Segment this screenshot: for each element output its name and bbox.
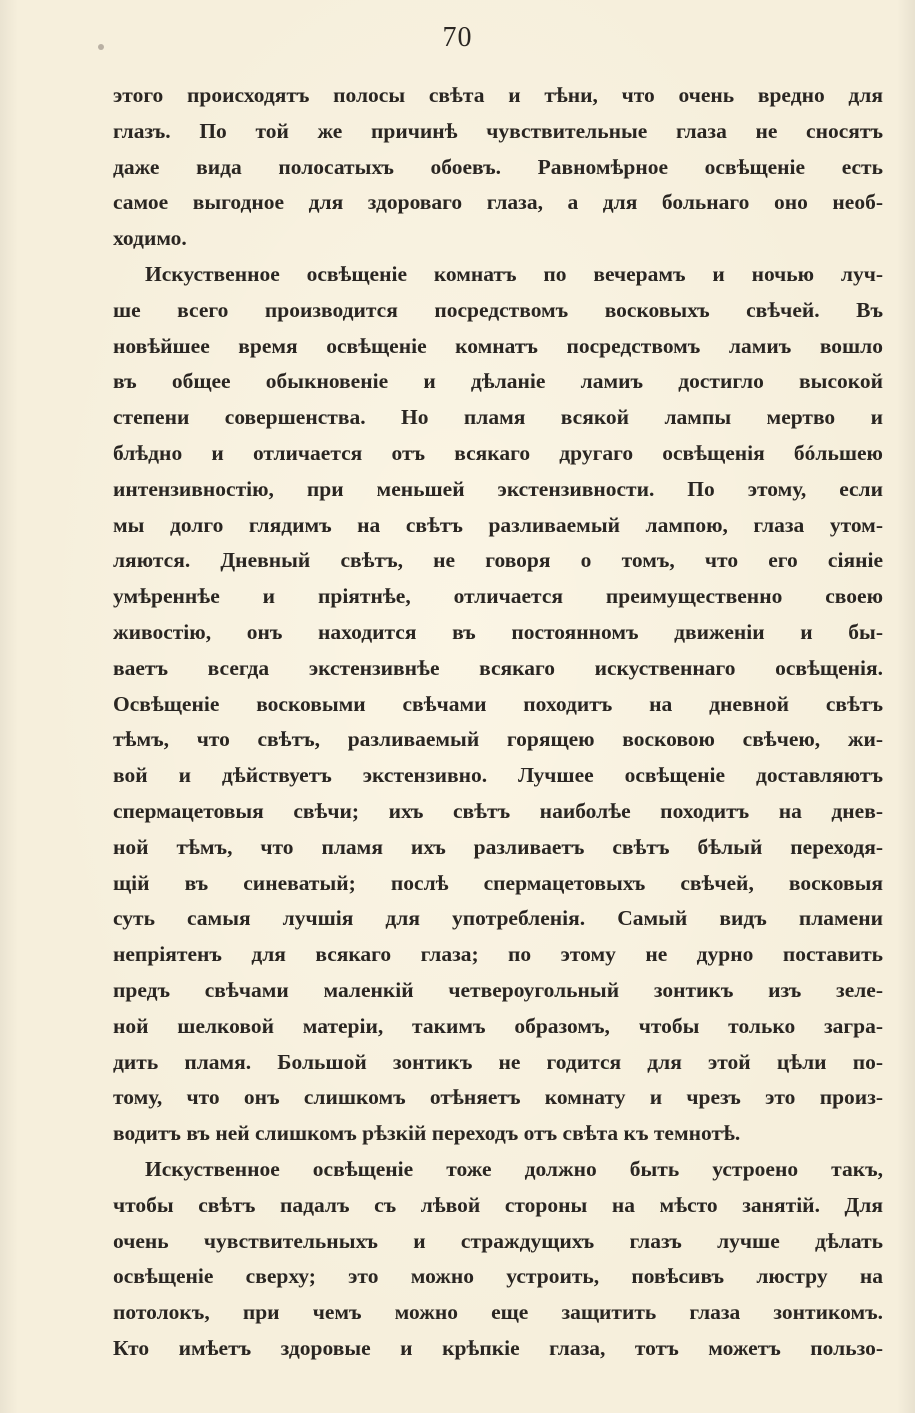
body-text [113, 78, 883, 1367]
page-number: 70 [442, 22, 473, 53]
text-line: вой и дѣйствуетъ экстензивно. Лучшее освѣщеніе доставляютъ [113, 763, 883, 788]
text-line: мы долго глядимъ на свѣтъ разливаемый лампою, глаза утом- [113, 512, 883, 537]
text-line: Искуственное освѣщеніе комнатъ по вечерамъ и ночью луч- [145, 261, 883, 286]
text-line: потолокъ, при чемъ можно еще защитить глаза зонтикомъ. [113, 1300, 883, 1325]
text-line: тѣмъ, что свѣтъ, разливаемый горящею восковою свѣчею, жи- [113, 727, 883, 752]
text-line: очень чувствительныхъ и страждущихъ глазъ лучше дѣлать [113, 1228, 883, 1253]
text-line: живостію, онъ находится въ постоянномъ движеніи и бы- [113, 619, 883, 644]
text-line: суть самыя лучшія для употребленія. Самый видъ пламени [113, 906, 883, 931]
text-line: непріятенъ для всякаго глаза; по этому не дурно поставить [113, 942, 883, 967]
text-line: дить пламя. Большой зонтикъ не годится для этой цѣли по- [113, 1049, 883, 1074]
text-line: ной тѣмъ, что пламя ихъ разливаетъ свѣтъ бѣлый переходя- [113, 834, 883, 859]
text-line: водитъ въ ней слишкомъ рѣзкій переходъ отъ свѣта къ темнотѣ. [113, 1121, 741, 1146]
text-line: даже вида полосатыхъ обоевъ. Равномѣрное освѣщеніе есть [113, 154, 883, 179]
text-line: этого происходятъ полосы свѣта и тѣни, что очень вредно для [113, 83, 883, 107]
text-line: предъ свѣчами маленкій четвероугольный зонтикъ изъ зеле- [113, 977, 883, 1002]
text-line: глазъ. По той же причинѣ чувствительные глаза не сносятъ [113, 118, 883, 143]
text-line: Кто имѣетъ здоровые и крѣпкіе глаза, тотъ можетъ пользо- [113, 1335, 883, 1360]
text-line: тому, что онъ слишкомъ отѣняетъ комнату и чрезъ это произ- [113, 1085, 883, 1110]
text-line: въ общее обыкновеніе и дѣланіе ламиъ достигло высокой [113, 369, 883, 394]
text-line: умѣреннѣе и пріятнѣе, отличается преимущественно своею [113, 584, 883, 609]
text-line: степени совершенства. Но пламя всякой лампы мертво и [113, 405, 883, 430]
text-line: самое выгодное для здороваго глаза, а для больнаго оно необ- [113, 190, 883, 215]
text-line: новѣйшее время освѣщеніе комнатъ посредствомъ ламиъ вошло [113, 333, 883, 358]
text-line: освѣщеніе сверху; это можно устроить, повѣсивъ люстру на [113, 1264, 883, 1289]
text-line: ной шелковой матеріи, такимъ образомъ, чтобы только загра- [113, 1013, 883, 1038]
text-line: ше всего производится посредствомъ восковыхъ свѣчей. Въ [113, 297, 883, 322]
text-line: спермацетовыя свѣчи; ихъ свѣтъ наиболѣе походитъ на днев- [113, 798, 883, 823]
text-line: Освѣщеніе восковыми свѣчами походитъ на дневной свѣтъ [113, 691, 883, 716]
text-line: ляются. Дневный свѣтъ, не говоря о томъ, что его сіяніе [113, 548, 883, 573]
text-line: ходимо. [113, 226, 187, 251]
text-line: Искуственное освѣщеніе тоже должно быть устроено такъ, [145, 1156, 883, 1181]
text-line: ваетъ всегда экстензивнѣе всякаго искуственнаго освѣщенія. [113, 655, 883, 680]
text-line: чтобы свѣтъ падалъ съ лѣвой стороны на мѣсто занятій. Для [113, 1192, 883, 1217]
text-line: щій въ синеватый; послѣ спермацетовыхъ свѣчей, восковыя [113, 870, 883, 895]
text-line: блѣдно и отличается отъ всякаго другаго освѣщенія бóльшею [113, 440, 883, 465]
text-line: интензивностію, при меньшей экстензивности. По этому, если [113, 476, 883, 501]
